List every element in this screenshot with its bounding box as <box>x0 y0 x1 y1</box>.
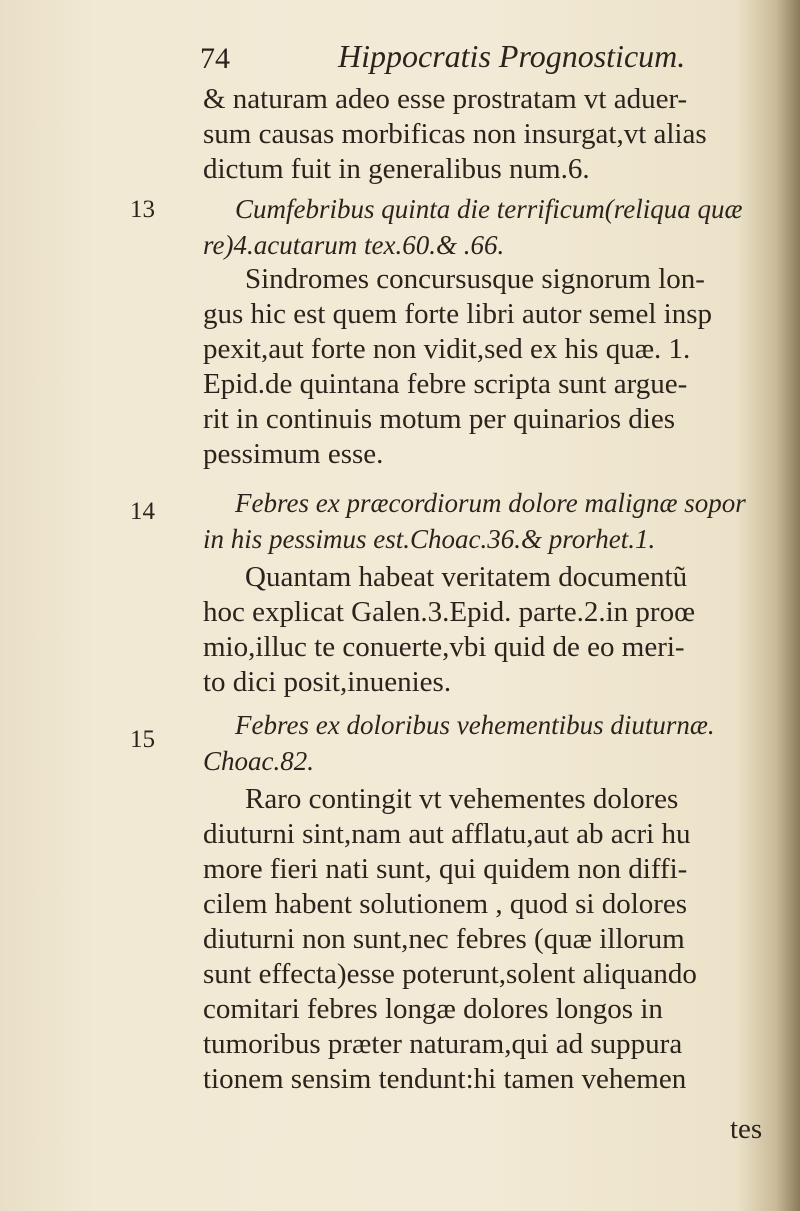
catchword: tes <box>730 1113 763 1145</box>
text-line: diuturni non sunt,nec febres (quæ illorum <box>203 923 685 955</box>
lemma-line: Febres ex præcordiorum dolore malignæ sopor <box>235 488 746 518</box>
text-line: sum causas morbificas non insurgat,vt alias <box>203 118 707 150</box>
text-line: sunt effecta)esse poterunt,solent aliquando <box>203 958 697 990</box>
text-line: dictum fuit in generalibus num.6. <box>203 153 590 185</box>
page-header <box>200 38 760 88</box>
text-line: diuturni sint,nam aut afflatu,aut ab acri hu <box>203 818 691 850</box>
text-line: Quantam habeat veritatem documentũ <box>245 561 688 593</box>
text-line: pexit,aut forte non vidit,sed ex his quæ. 1. <box>203 333 691 365</box>
margin-number: 14 <box>130 498 155 525</box>
margin-number: 13 <box>130 196 155 223</box>
lemma-line: Cumfebribus quinta die terrificum(reliqua quæ <box>235 194 743 224</box>
text-line: comitari febres longæ dolores longos in <box>203 993 663 1025</box>
text-line: Epid.de quintana febre scripta sunt argue- <box>203 368 688 400</box>
text-line: rit in continuis motum per quinarios dies <box>203 403 676 435</box>
text-line: hoc explicat Galen.3.Epid. parte.2.in proœ <box>203 596 696 628</box>
text-line: tumoribus præter naturam,qui ad suppura <box>203 1028 683 1060</box>
text-line: tionem sensim tendunt:hi tamen vehemen <box>203 1063 687 1095</box>
text-line: Sindromes concursusque signorum lon- <box>245 263 705 295</box>
text-line: more fieri nati sunt, qui quidem non diffi- <box>203 853 688 885</box>
text-line: cilem habent solutionem , quod si dolores <box>203 888 688 920</box>
page-number: 74 <box>200 42 230 75</box>
running-title: Hippocratis Prognosticum. <box>338 38 686 74</box>
lemma-line: Febres ex doloribus vehementibus diuturnæ. <box>235 710 715 740</box>
margin-number: 15 <box>130 726 155 753</box>
text-line: & naturam adeo esse prostratam vt aduer- <box>203 83 688 115</box>
lemma-line: in his pessimus est.Choac.36.& prorhet.1. <box>203 524 656 554</box>
text-line: gus hic est quem forte libri autor semel insp <box>203 298 713 330</box>
lemma-line: re)4.acutarum tex.60.& .66. <box>203 230 505 260</box>
text-line: pessimum esse. <box>203 438 384 470</box>
text-line: Raro contingit vt vehementes dolores <box>245 783 679 815</box>
text-line: mio,illuc te conuerte,vbi quid de eo meri- <box>203 631 685 663</box>
text-line: to dici posit,inuenies. <box>203 666 452 698</box>
lemma-line: Choac.82. <box>203 746 314 776</box>
